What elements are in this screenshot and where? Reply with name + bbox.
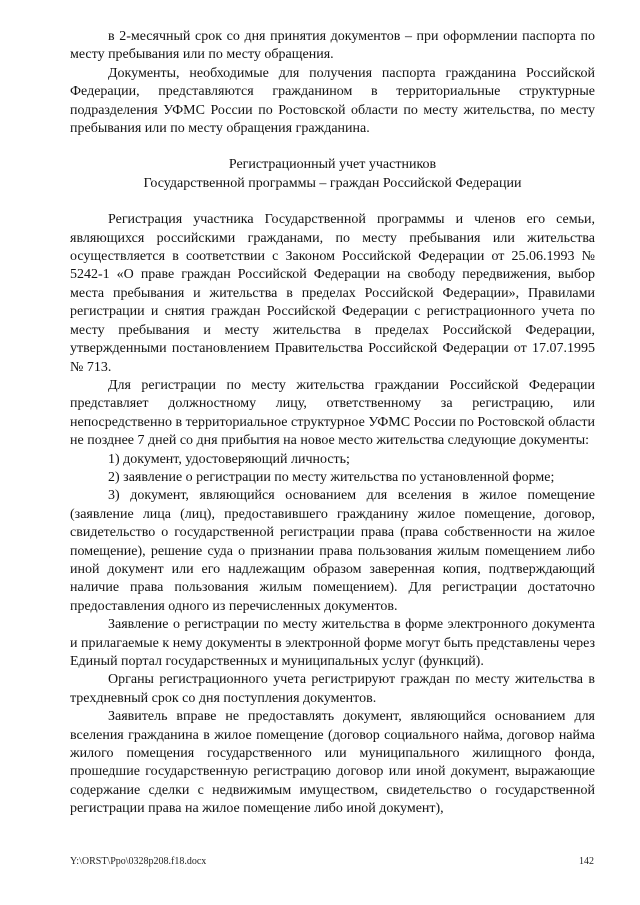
paragraph-continuation: в 2-месячный срок со дня принятия документов – при оформлении паспорта по месту пребывания или по месту обращения. (70, 29, 595, 63)
list-item-3: 3) документ, являющийся основанием для вселения в жилое помещение (заявление лица (лиц), предоставившего гражданину жилое помещение, договор, свидетельство о государственной регистрации права (права собственности на жилое помещение), решение суда о признании права пользования жилым помещением либо иной документ или его надлежащим образом заверенная копия, подтверждающий наличие права пользования жилым помещением). Для регистрации достаточно предоставления одного из перечисленных документов. (70, 488, 595, 614)
paragraph-documents: Документы, необходимые для получения паспорта гражданина Российской Федерации, представляются гражданином в территориальные структурные подразделения УФМС России по Ростовской области по месту жительства, по месту пребывания или по месту обращения гражданина. (70, 65, 595, 137)
paragraph-residence-docs: Для регистрации по месту жительства граждании Российской Федерации представляет должностному лицу, ответственному за регистрацию, или непосредственно в территориальное структурное УФМС России по Ростовской области не позднее 7 дней со дня прибытия на новое место жительства следующие документы: (70, 377, 595, 449)
section-heading-line2: Государственной программы – граждан Российской Федерации (143, 175, 522, 191)
document-page (70, 28, 595, 819)
paragraph-registration-term: Органы регистрационного учета регистрируют граждан по месту жительства в трехдневный срок со дня поступления документов. (70, 672, 595, 706)
paragraph-applicant-right: Заявитель вправе не предоставлять документ, являющийся основанием для вселения гражданина в жилое помещение (договор социального найма, договор найма жилого помещения государственного или муниципального жилищного фонда, прошедшие государственную регистрацию договор или иной документ, выражающие содержание сделки с недвижимым имуществом, свидетельство о государственной регистрации права на жилое помещение либо иной документ), (70, 709, 595, 817)
page-number: 142 (579, 856, 594, 867)
list-item-2: 2) заявление о регистрации по месту жительства по установленной форме; (108, 469, 555, 485)
page-footer (70, 856, 594, 867)
paragraph-registration-law: Регистрация участника Государственной программы и членов его семьи, являющихся российскими гражданами, по месту пребывания или жительства осуществляется в соответствии с Законом Российской Федерации от 25.06.1993 № 5242-1 «О праве граждан Российской Федерации на свободу передвижения, выбор места пребывания и жительства в пределах Российской Федерации», Правилами регистрации и снятия граждан Российской Федерации с регистрационного учета по месту пребывания и месту жительства в пределах Российской Федерации, утвержденными постановлением Правительства Российской Федерации от 17.07.1995 № 713. (70, 212, 595, 375)
file-path: Y:\ORST\Ppo\0328p208.f18.docx (70, 856, 207, 867)
paragraph-electronic: Заявление о регистрации по месту жительства в форме электронного документа и прилагаемые к нему документы в электронной форме могут быть представлены через Единый портал государственных и муниципальных услуг (функций). (70, 617, 595, 669)
section-heading-line1: Регистрационный учет участников (228, 157, 437, 173)
list-item-1: 1) документ, удостоверяющий личность; (108, 451, 350, 467)
